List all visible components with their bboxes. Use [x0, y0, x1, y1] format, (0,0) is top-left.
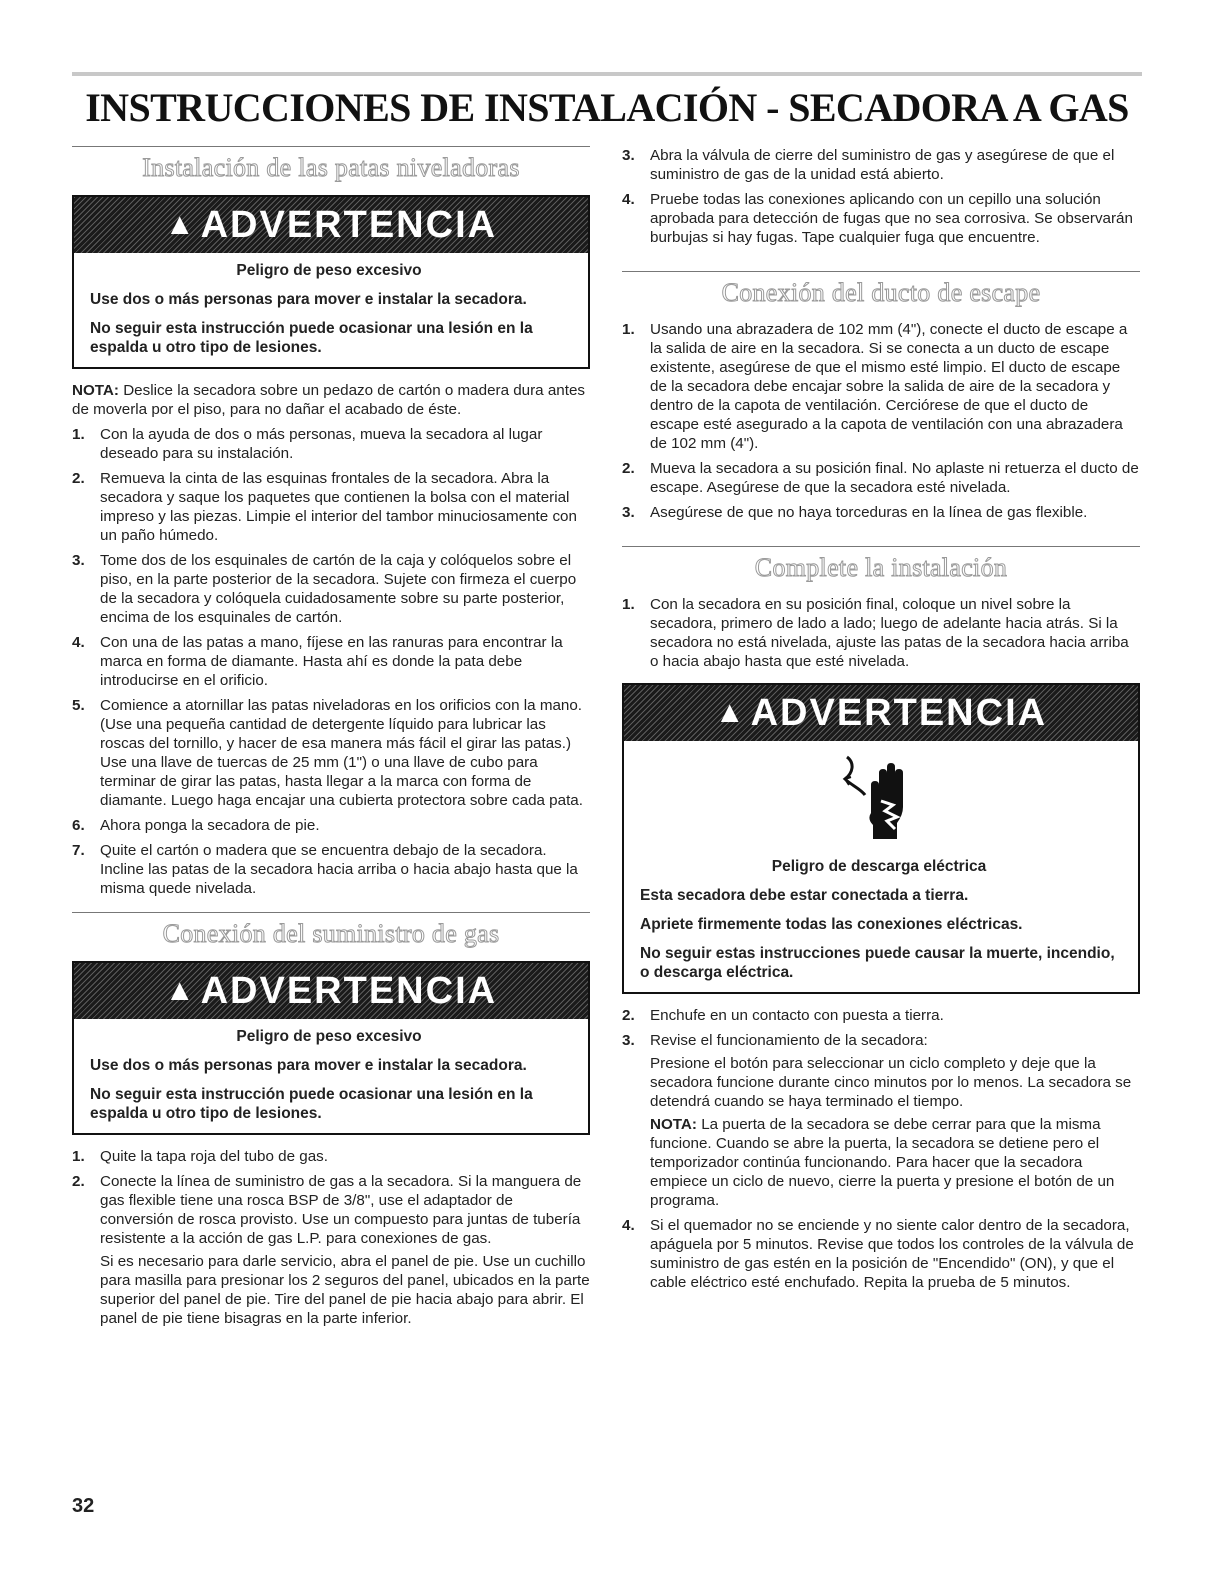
step-text: Mueva la secadora a su posición final. No aplaste ni retuerza el ducto de escape. Asegúrese de que la secadora esté nivelada.	[650, 460, 1139, 496]
step-text: Quite la tapa roja del tubo de gas.	[100, 1148, 328, 1165]
step-number: 5.	[72, 697, 85, 714]
list-item	[72, 469, 590, 545]
warning-label: ADVERTENCIA	[200, 203, 498, 246]
warning-header	[74, 197, 588, 253]
top-rule	[72, 72, 1142, 76]
step-text: Remueva la cinta de las esquinas frontales de la secadora. Abra la secadora y saque los paquetes que contienen la bolsa con el material impreso y las piezas. Limpie el interior del tambor minuciosamente con un paño húmedo.	[100, 470, 577, 544]
list-item	[622, 595, 1140, 671]
step-number: 2.	[72, 1173, 85, 1190]
warning-label: ADVERTENCIA	[750, 691, 1048, 734]
step-text: Comience a atornillar las patas niveladoras en los orificios con la mano. (Use una pequeña cantidad de detergente líquido para lubricar las roscas del tornillo, y hacer de esa manera más fácil el girar las patas.) Use una llave de tuercas de 25 mm (1") o una llave de cubo para terminar de girar las patas, hasta llegar a la marca con forma de diamante. Luego haga encajar una cubierta protectora sobre cada pata.	[100, 697, 583, 809]
step-number: 3.	[72, 552, 85, 569]
step-text: Si el quemador no se enciende y no siente calor dentro de la secadora, apáguela por 5 minutos. Revise que todos los controles de la válvula de suministro de gas estén en la posición de "Encendido" (ON), y que el cable eléctrico esté enchufado. Repita la prueba de 5 minutos.	[650, 1217, 1134, 1291]
warning-header	[74, 963, 588, 1019]
step-text: Ahora ponga la secadora de pie.	[100, 817, 320, 834]
step-text: Asegúrese de que no haya torceduras en la línea de gas flexible.	[650, 504, 1088, 521]
step-text: Conecte la línea de suministro de gas a la secadora. Si la manguera de gas flexible tiene una rosca BSP de 3/8", use el adaptador de conversión de rosca provisto. Use un compuesto para juntas de tubería resistente a la acción de gas L.P. para conexiones de gas.	[100, 1173, 582, 1247]
section-title-gas: Conexión del suministro de gas	[162, 919, 500, 948]
warning-line: Use dos o más personas para mover e instalar la secadora.	[90, 291, 527, 308]
note-label: NOTA:	[650, 1116, 697, 1133]
list-item	[72, 841, 590, 898]
note	[72, 381, 590, 419]
step-text: Quite el cartón o madera que se encuentra debajo de la secadora. Incline las patas de la secadora hacia arriba o hacia abajo hasta que la misma quede nivelada.	[100, 842, 578, 897]
list-item	[72, 425, 590, 463]
legs-steps	[72, 425, 590, 898]
step-number: 6.	[72, 817, 85, 834]
step-number: 1.	[72, 1148, 85, 1165]
step-number: 2.	[622, 1007, 635, 1024]
warning-triangle-icon: ▲	[164, 974, 197, 1007]
step-number: 3.	[622, 504, 635, 521]
step-paragraph: Presione el botón para seleccionar un ciclo completo y deje que la secadora funcione durante cinco minutos por lo menos. La secadora se detendrá cuando se haya terminado el tiempo.	[650, 1055, 1132, 1110]
step-number: 3.	[622, 1032, 635, 1049]
warning-triangle-icon: ▲	[164, 208, 197, 241]
step-number: 1.	[72, 426, 85, 443]
warning-body	[74, 1019, 588, 1133]
warning-label: ADVERTENCIA	[200, 969, 498, 1012]
section-title-complete: Complete la instalación	[754, 553, 1008, 582]
complete-steps-continued	[622, 1006, 1140, 1292]
list-item	[622, 320, 1140, 453]
step-text: Tome dos de los esquinales de cartón de la caja y colóquelos sobre el piso, en la parte posterior de la secadora. Sujete con firmeza el cuerpo de la secadora y colóquela cuidadosamente sobre su parte posterior, encima de los esquinales de cartón.	[100, 552, 577, 626]
step-text: Con la secadora en su posición final, coloque un nivel sobre la secadora, primero de lado a lado; luego de adelante hacia atrás. Si la secadora no está nivelada, ajuste las patas de la secadora hacia arriba o hacia abajo hasta que esté nivelada.	[650, 596, 1129, 670]
step-text: Con la ayuda de dos o más personas, mueva la secadora al lugar deseado para su instalación.	[100, 426, 543, 462]
page-title: INSTRUCCIONES DE INSTALACIÓN - SECADORA A GAS	[85, 85, 1129, 130]
step-number: 1.	[622, 596, 635, 613]
list-item	[72, 1172, 590, 1328]
right-column	[622, 146, 1140, 1298]
section-rule	[622, 546, 1140, 547]
gas-steps	[72, 1147, 590, 1328]
list-item	[72, 816, 590, 835]
step-number: 2.	[622, 460, 635, 477]
list-item	[72, 696, 590, 810]
warning-box-electric	[622, 683, 1140, 994]
step-number: 2.	[72, 470, 85, 487]
step-number: 4.	[622, 1217, 635, 1234]
warning-line: No seguir esta instrucción puede ocasionar una lesión en la espalda u otro tipo de lesiones.	[90, 320, 533, 356]
section-rule	[622, 271, 1140, 272]
note-text: La puerta de la secadora se debe cerrar para que la misma funcione. Cuando se abre la puerta, la secadora se detiene pero el temporizador continúa funcionando. Para hacer que la secadora empiece un ciclo de nuevo, cierre la puerta y presione el botón de un programa.	[650, 1116, 1115, 1209]
electric-shock-hand-icon	[841, 755, 921, 841]
step-note	[650, 1115, 1140, 1210]
exhaust-steps	[622, 320, 1140, 522]
warning-triangle-icon: ▲	[714, 696, 747, 729]
step-text: Pruebe todas las conexiones aplicando con un cepillo una solución aprobada para detección de fugas que no sea corrosiva. Se observarán burbujas si hay fugas. Tape cualquier fuga que encuentre.	[650, 191, 1133, 246]
hazard-title: Peligro de peso excesivo	[236, 1028, 422, 1045]
warning-box-weight	[72, 961, 590, 1135]
note-text: Deslice la secadora sobre un pedazo de cartón o madera dura antes de moverla por el piso, para no dañar el acabado de éste.	[72, 382, 586, 418]
complete-steps	[622, 595, 1140, 671]
step-number: 1.	[622, 321, 635, 338]
left-column	[72, 146, 590, 1334]
step-number: 4.	[622, 191, 635, 208]
warning-header	[624, 685, 1138, 741]
list-item	[622, 1031, 1140, 1210]
step-text: Abra la válvula de cierre del suministro de gas y asegúrese de que el suministro de gas de la unidad está abierto.	[650, 147, 1115, 183]
step-text: Enchufe en un contacto con puesta a tierra.	[650, 1007, 944, 1024]
list-item	[622, 1216, 1140, 1292]
step-paragraph: Si es necesario para darle servicio, abra el panel de pie. Use un cuchillo para masilla para presionar los 2 seguros del panel, ubicados en la parte superior del panel de pie. Tire del panel de pie hacia abajo para abrir. El panel de pie tiene bisagras en la parte inferior.	[100, 1253, 590, 1327]
step-number: 7.	[72, 842, 85, 859]
list-item	[622, 503, 1140, 522]
warning-line: No seguir esta instrucción puede ocasionar una lesión en la espalda u otro tipo de lesiones.	[90, 1086, 533, 1122]
warning-body	[74, 253, 588, 367]
list-item	[72, 633, 590, 690]
list-item	[72, 1147, 590, 1166]
list-item	[622, 146, 1140, 184]
warning-line: Apriete firmemente todas las conexiones eléctricas.	[640, 916, 1023, 933]
warning-line: Use dos o más personas para mover e instalar la secadora.	[90, 1057, 527, 1074]
warning-box-weight	[72, 195, 590, 369]
list-item	[622, 459, 1140, 497]
step-number: 4.	[72, 634, 85, 651]
step-text: Revise el funcionamiento de la secadora:	[650, 1032, 928, 1049]
warning-body	[624, 849, 1138, 992]
note-label: NOTA:	[72, 382, 119, 399]
section-title-legs: Instalación de las patas niveladoras	[142, 153, 520, 182]
warning-line: Esta secadora debe estar conectada a tierra.	[640, 887, 969, 904]
step-number: 3.	[622, 147, 635, 164]
section-title-exhaust: Conexión del ducto de escape	[721, 278, 1041, 307]
hazard-title: Peligro de descarga eléctrica	[771, 858, 987, 875]
warning-line: No seguir estas instrucciones puede causar la muerte, incendio, o descarga eléctrica.	[640, 945, 1115, 981]
step-text: Usando una abrazadera de 102 mm (4"), conecte el ducto de escape a la salida de aire en la secadora. Si se conecta a un ducto de escape existente, asegúrese de que el mismo esté limpio. El ducto de escape de la secadora debe encajar sobre la salida de aire de la secadora y dentro de la capota de ventilación. Cerciórese de que el ducto de escape esté asegurado a la capota de ventilación con una abrazadera de 102 mm (4").	[650, 321, 1128, 452]
section-rule	[72, 912, 590, 913]
section-rule	[72, 146, 590, 147]
step-text: Con una de las patas a mano, fíjese en las ranuras para encontrar la marca en forma de diamante. Hasta ahí es donde la pata debe introducirse en el orificio.	[100, 634, 563, 689]
electric-shock-hand-icon	[624, 741, 1138, 849]
hazard-title: Peligro de peso excesivo	[236, 262, 422, 279]
list-item	[622, 190, 1140, 247]
gas-steps-continued	[622, 146, 1140, 247]
page-number: 32	[72, 1495, 95, 1517]
list-item	[72, 551, 590, 627]
list-item	[622, 1006, 1140, 1025]
